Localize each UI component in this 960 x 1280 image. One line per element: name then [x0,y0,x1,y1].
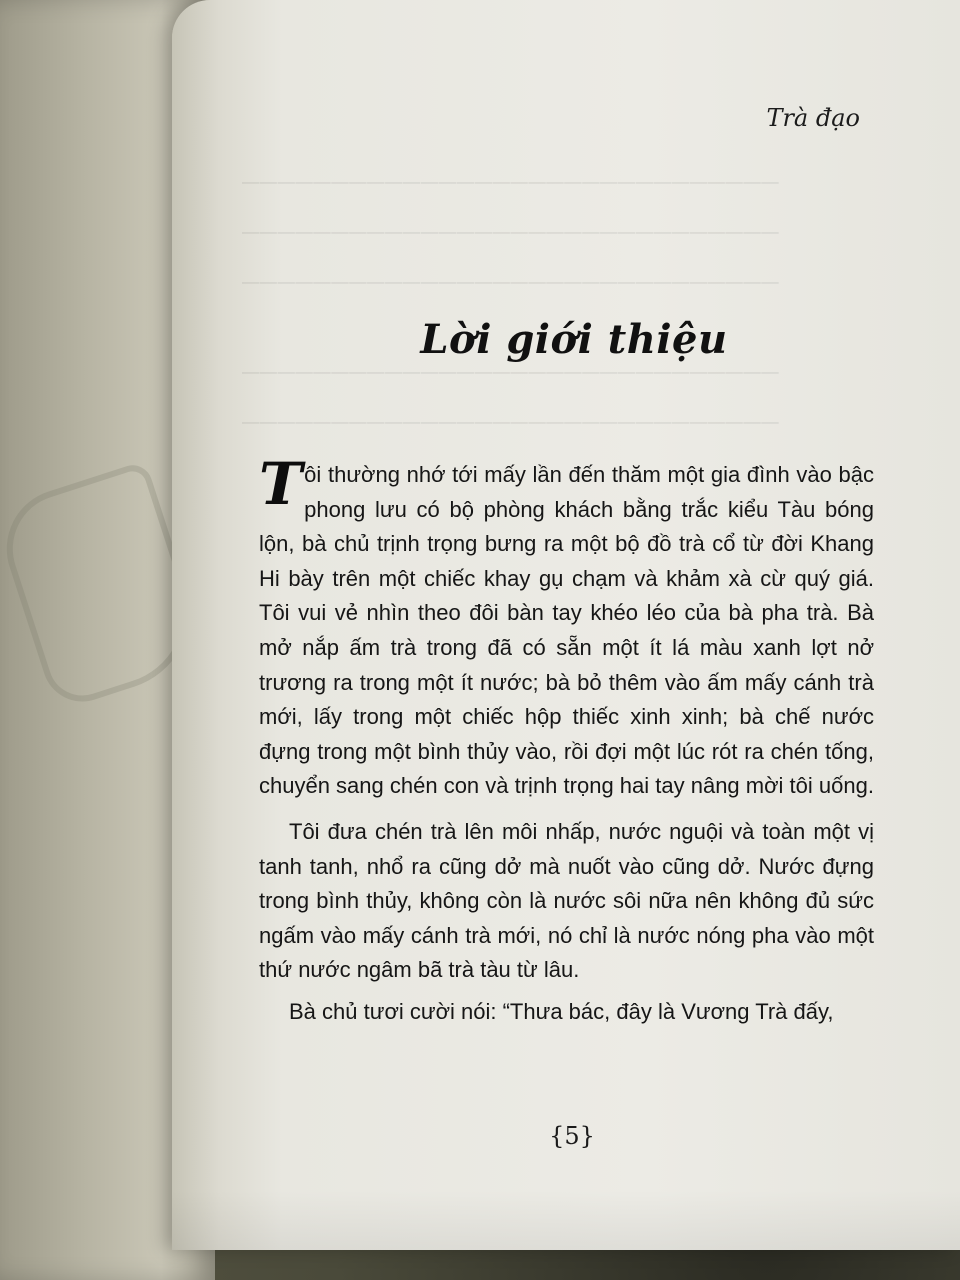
drop-cap: T [259,450,303,518]
paragraph-1-text: ôi thường nhớ tới mấy lần đến thăm một gia đình vào bậc phong lưu có bộ phòng khách bằng trắc kiểu Tàu bóng lộn, bà chủ trịnh trọng bưng ra một bộ đồ trà cổ từ đời Khang Hi bày trên một chiếc khay gụ chạm và khảm xà cừ quý giá. Tôi vui vẻ nhìn theo đôi bàn tay khéo léo của bà pha trà. Bà mở nắp ấm trà trong đã có sẵn một ít lá màu xanh lợt nở trương ra trong một ít nước; bà bỏ thêm vào ấm mấy cánh trà mới, lấy trong một chiếc hộp thiếc xinh xinh; bà chế nước đựng trong một bình thủy vào, rồi đợi một lúc rót ra chén tống, chuyển sang chén con và trịnh trọng hai tay nâng mời tôi uống. [259,462,874,799]
bleed-through-text: ▔▔▔▔▔▔▔▔▔▔▔▔▔▔▔▔▔▔▔▔▔▔▔▔▔▔▔▔▔▔ [242,232,780,257]
book-page [172,0,960,1250]
chapter-title: Lời giới thiệu [420,316,728,363]
paragraph-3: Bà chủ tươi cười nói: “Thưa bác, đây là Vương Trà đấy, [289,998,834,1024]
page-number: {5} [549,1122,595,1150]
paragraph-1 [259,450,874,804]
bleed-through-text: ▔▔▔▔▔▔▔▔▔▔▔▔▔▔▔▔▔▔▔▔▔▔▔▔▔▔▔▔▔▔ [242,422,780,447]
paragraph-2: Tôi đưa chén trà lên môi nhấp, nước nguội và toàn một vị tanh tanh, nhổ ra cũng dở mà nuốt vào cũng dở. Nước đựng trong bình thủy, không còn là nước sôi nữa nên không đủ sức ngấm vào mấy cánh trà mới, nó chỉ là nước nóng pha vào một thứ nước ngâm bã trà tàu từ lâu. [259,818,874,983]
bleed-through-text: ▔▔▔▔▔▔▔▔▔▔▔▔▔▔▔▔▔▔▔▔▔▔▔▔▔▔▔▔▔▔ [242,372,780,397]
page-shadow [172,1190,960,1250]
bleed-through-text: ▔▔▔▔▔▔▔▔▔▔▔▔▔▔▔▔▔▔▔▔▔▔▔▔▔▔▔▔▔▔ [242,282,780,307]
body-text [259,450,874,1037]
running-head: Trà đạo [766,104,860,132]
bleed-through-text: ▔▔▔▔▔▔▔▔▔▔▔▔▔▔▔▔▔▔▔▔▔▔▔▔▔▔▔▔▔▔ [242,182,780,207]
